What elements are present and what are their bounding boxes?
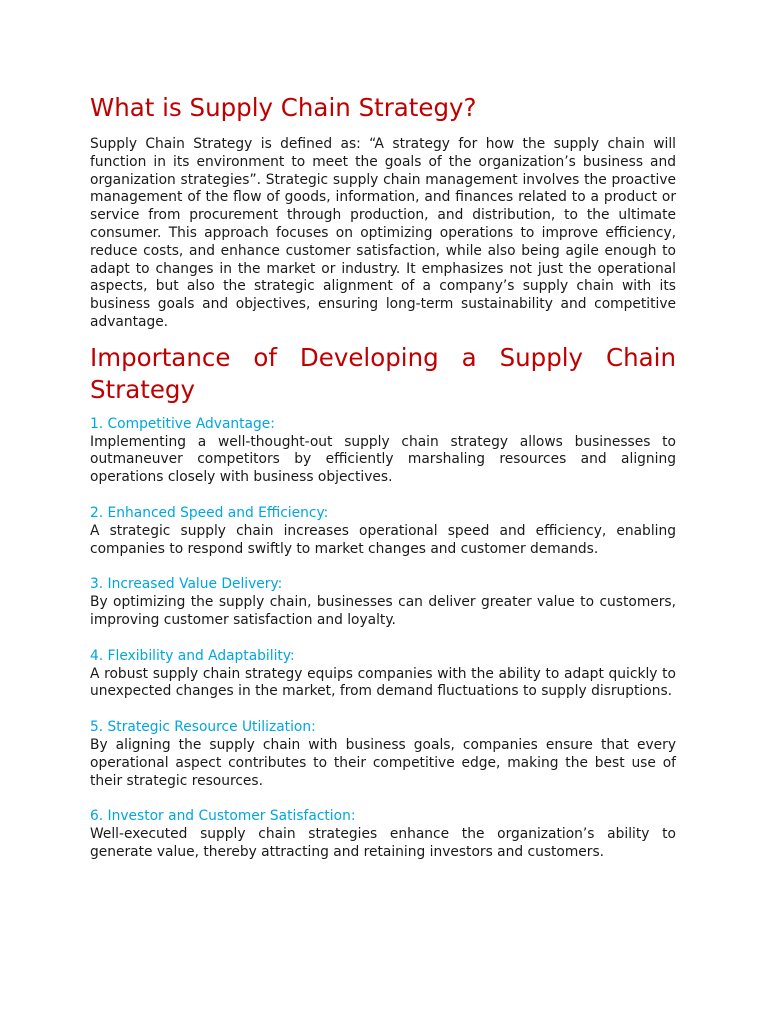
heading-what-is-supply-chain-strategy: What is Supply Chain Strategy? — [90, 93, 477, 122]
item-title: 6. Investor and Customer Satisfaction: — [90, 808, 356, 825]
item-title: 5. Strategic Resource Utilization: — [90, 719, 316, 736]
item-title: 1. Competitive Advantage: — [90, 415, 275, 432]
list-item — [90, 808, 676, 861]
list-item — [90, 576, 676, 629]
item-text: By optimizing the supply chain, businesses can deliver greater value to customers, improving customer satisfaction and loyalty. — [90, 594, 676, 628]
definition-paragraph: Supply Chain Strategy is defined as: “A strategy for how the supply chain will function in its environment to meet the goals of the organization’s business and organization strategies”. Strategic supply chain management involves the proactive management of the flow of goods, information, and finances related to a product or service from procurement through production, and distribution, to the ultimate consumer. This approach focuses on optimizing operations to improve efficiency, reduce costs, and enhance customer satisfaction, while also being agile enough to adapt to changes in the market or industry. It emphasizes not just the operational aspects, but also the strategic alignment of a company’s supply chain with its business goals and objectives, ensuring long-term sustainability and competitive advantage. — [90, 136, 676, 330]
item-text: By aligning the supply chain with business goals, companies ensure that every operational aspect contributes to their competitive edge, making the best use of their strategic resources. — [90, 736, 676, 789]
item-title: 2. Enhanced Speed and Efficiency: — [90, 504, 329, 521]
item-text: A strategic supply chain increases operational speed and efficiency, enabling companies to respond swiftly to market changes and customer demands. — [90, 522, 676, 557]
list-item — [90, 719, 676, 790]
document-page — [90, 92, 676, 880]
item-text: A robust supply chain strategy equips companies with the ability to adapt quickly to unexpected changes in the market, from demand fluctuations to supply disruptions. — [90, 665, 676, 700]
heading-importance: Importance of Developing a Supply Chain Strategy — [90, 342, 676, 404]
item-text: Implementing a well-thought-out supply chain strategy allows businesses to outmaneuver competitors by efficiently marshaling resources and aligning operations closely with business objectives. — [90, 433, 676, 486]
item-title: 3. Increased Value Delivery: — [90, 576, 283, 593]
list-item — [90, 648, 676, 701]
item-title: 4. Flexibility and Adaptability: — [90, 647, 295, 664]
list-item — [90, 505, 676, 558]
list-item — [90, 416, 676, 487]
item-text: Well-executed supply chain strategies enhance the organization’s ability to generate value, thereby attracting and retaining investors and customers. — [90, 826, 676, 860]
